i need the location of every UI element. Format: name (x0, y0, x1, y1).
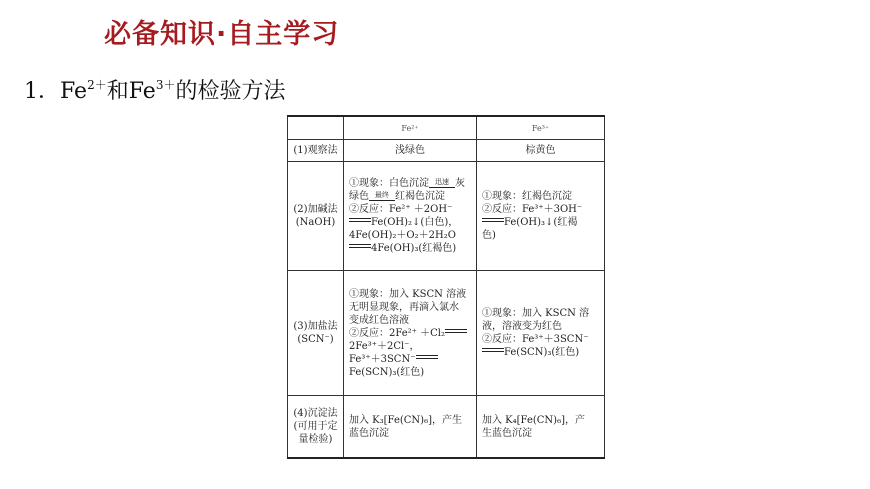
base-fe2-text: 红褐色沉淀 (395, 191, 445, 202)
heading-fe3-charge: 3＋ (155, 78, 176, 92)
base-fe2-line6 (349, 242, 471, 255)
base-fe2-line3: ②反应：Fe²⁺ ＋2OH⁻ (349, 204, 453, 215)
method-salt (288, 271, 344, 396)
table-header-row (288, 116, 605, 140)
arrow-rapid (429, 179, 455, 188)
salt-fe3-line3: ②反应：Fe³⁺＋3SCN⁻ (482, 334, 589, 345)
precip-fe3 (477, 396, 605, 459)
method-base-line2: (NaOH) (295, 217, 336, 228)
salt-fe2 (344, 271, 477, 396)
base-fe2-text: 4Fe(OH)₃(红褐色) (371, 243, 457, 254)
equals-sign (416, 355, 438, 359)
precip-fe3-line2: 生蓝色沉淀 (482, 427, 532, 439)
ion-test-table-container (287, 115, 604, 459)
method-salt-line1: (3)加盐法 (293, 321, 338, 332)
salt-fe2-text: Fe³⁺＋3SCN⁻ (349, 353, 416, 365)
table-row (288, 140, 605, 162)
header-fe3: Fe³⁺ (477, 116, 605, 140)
heading-fe2: Fe (60, 79, 88, 104)
base-fe3-line3 (482, 216, 599, 229)
base-fe3-text: Fe(OH)₃↓(红褐 (504, 217, 578, 228)
table-row (288, 162, 605, 271)
method-salt-line2: (SCN⁻) (297, 334, 334, 345)
base-fe2 (344, 162, 477, 271)
header-fe2: Fe²⁺ (344, 116, 477, 140)
base-fe3-line2: ②反应：Fe³⁺＋3OH⁻ (482, 204, 583, 215)
heading-and: 和 (106, 79, 129, 104)
salt-fe2-line7: Fe(SCN)₃(红色) (349, 366, 425, 378)
method-base-line1: (2)加碱法 (293, 204, 338, 215)
method-precip-line1: (4)沉淀法 (293, 408, 338, 419)
base-fe2-text: Fe(OH)₂↓(白色)， (371, 217, 459, 228)
method-precip (288, 396, 344, 459)
salt-fe3-line1: ①现象：加入 KSCN 溶 (482, 308, 590, 319)
precip-fe3-line1: 加入 K₄[Fe(CN)₆]，产 (482, 414, 585, 426)
salt-fe2-line4 (349, 327, 471, 340)
salt-fe2-text: ②反应：2Fe²⁺ ＋Cl₂ (349, 327, 445, 339)
header-empty-cell (288, 116, 344, 140)
equals-sign (349, 218, 371, 222)
base-fe2-line1 (349, 177, 471, 190)
base-fe3 (477, 162, 605, 271)
base-fe2-line5: 4Fe(OH)₂＋O₂＋2H₂O (349, 230, 456, 241)
equals-sign (445, 329, 467, 333)
equals-sign (349, 244, 371, 248)
heading-tail: 的检验方法 (175, 79, 286, 104)
section-heading (24, 74, 286, 105)
method-observe: (1)观察法 (288, 140, 344, 162)
base-fe2-line2 (349, 190, 471, 203)
base-fe2-text: 灰 (455, 178, 465, 189)
salt-fe2-line1: ①现象：加入 KSCN 溶液 (349, 288, 467, 300)
precip-fe2-line2: 蓝色沉淀 (349, 427, 389, 439)
salt-fe2-line2: 无明显现象，再滴入氯水 (349, 301, 459, 313)
salt-fe3 (477, 271, 605, 396)
base-fe2-text: ①现象：白色沉淀 (349, 178, 429, 189)
heading-fe3: Fe (128, 79, 156, 104)
ion-test-table (287, 115, 605, 459)
salt-fe3-text: Fe(SCN)₃(红色) (504, 347, 580, 358)
precip-fe2 (344, 396, 477, 459)
salt-fe3-line4 (482, 346, 599, 359)
arrow-final (369, 192, 395, 201)
observe-fe3: 棕黄色 (477, 140, 605, 162)
salt-fe2-line5: 2Fe³⁺＋2Cl⁻， (349, 340, 420, 352)
table-row (288, 271, 605, 396)
precip-fe2-line1: 加入 K₃[Fe(CN)₆]，产生 (349, 414, 462, 426)
arrow-label: 最终 (375, 191, 389, 199)
method-base (288, 162, 344, 271)
salt-fe2-line3: 变成红色溶液 (349, 314, 409, 326)
method-precip-line2: (可用于定 (293, 421, 338, 432)
base-fe2-line4 (349, 216, 471, 229)
base-fe3-line1: ①现象：红褐色沉淀 (482, 191, 572, 202)
salt-fe2-line6 (349, 353, 471, 366)
page-title: 必备知识·自主学习 (104, 19, 340, 50)
observe-fe2: 浅绿色 (344, 140, 477, 162)
base-fe3-line4: 色) (482, 230, 496, 241)
equals-sign (482, 218, 504, 222)
base-fe2-text: 绿色 (349, 191, 369, 202)
heading-fe2-charge: 2＋ (87, 78, 107, 92)
arrow-label: 迅速 (435, 178, 449, 186)
salt-fe3-line2: 液，溶液变为红色 (482, 321, 562, 332)
equals-sign (482, 348, 504, 352)
heading-number: 1． (24, 79, 60, 104)
table-row (288, 396, 605, 459)
method-precip-line3: 量检验) (298, 434, 333, 445)
